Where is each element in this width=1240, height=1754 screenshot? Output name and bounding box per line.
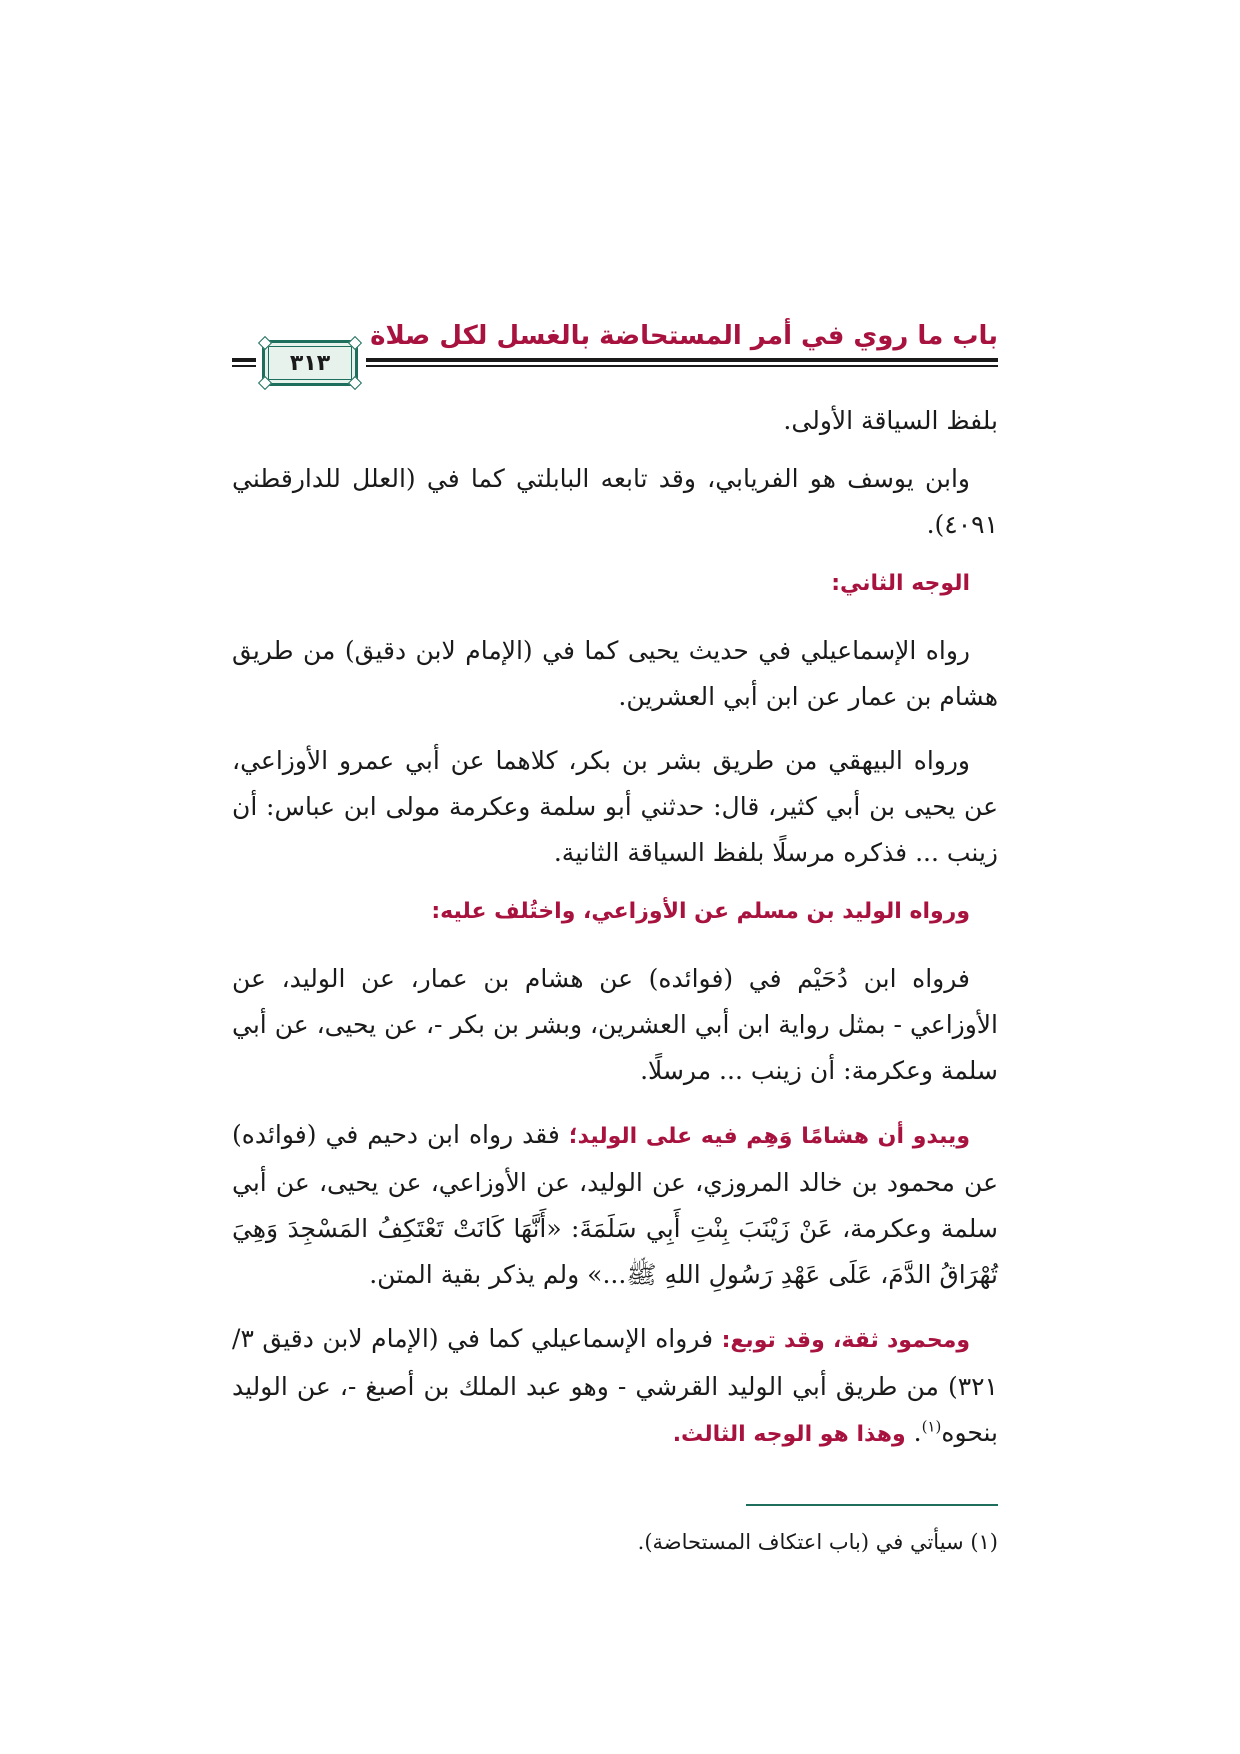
footnote-reference[interactable]: (١) — [921, 1417, 942, 1436]
footnote-marker: (١) — [970, 1530, 998, 1554]
paragraph — [232, 738, 998, 876]
paragraph — [232, 628, 998, 720]
header-rule — [366, 358, 998, 362]
paragraph-text: ورواه البيهقي من طريق بشر بن بكر، كلاهما عن أبي عمرو الأوزاعي، عن يحيى بن أبي كثير، قال: حدثني أبو سلمة وعكرمة مولى ابن عباس: أن زينب ... فذكره مرسلًا بلفظ السياقة الثانية. — [232, 746, 998, 867]
highlighted-phrase: ومحمود ثقة، وقد توبع: — [721, 1328, 971, 1353]
page-header — [232, 318, 998, 398]
section-heading-text: الوجه الثاني: — [831, 571, 970, 596]
header-rule-thin — [366, 365, 998, 367]
page-number-frame — [262, 340, 358, 386]
punctuation: . — [913, 1418, 922, 1447]
running-title: باب ما روي في أمر المستحاضة بالغسل لكل صلاة — [370, 321, 998, 351]
footnote — [232, 1526, 998, 1558]
paragraph-text: رواه الإسماعيلي في حديث يحيى كما في (الإمام لابن دقيق) من طريق هشام بن عمار عن ابن أبي العشرين. — [232, 636, 998, 711]
paragraph-text: فرواه ابن دُحَيْم في (فوائده) عن هشام بن عمار، عن الوليد، عن الأوزاعي - بمثل رواية ابن أبي العشرين، وبشر بن بكر -، عن يحيى، عن أبي سلمة وعكرمة: أن زينب ... مرسلًا. — [232, 964, 998, 1085]
document-page — [232, 318, 998, 1558]
section-heading — [232, 894, 998, 930]
highlighted-phrase: ويبدو أن هشامًا وَهِم فيه على الوليد؛ — [568, 1124, 970, 1149]
paragraph — [232, 456, 998, 548]
footnote-text: سيأتي في (باب اعتكاف المستحاضة). — [637, 1530, 964, 1554]
paragraph-text: فرواه الإسماعيلي كما في (الإمام لابن دقيق ٣/ ٣٢١) من طريق أبي الوليد القرشي - وهو عبد الملك بن أصبغ -، عن الوليد بنحوه — [232, 1324, 998, 1447]
paragraph — [232, 1316, 998, 1458]
paragraph-text: فقد رواه ابن دحيم في (فوائده) عن محمود بن خالد المروزي، عن الوليد، عن الأوزاعي، عن يحيى، عن أبي سلمة وعكرمة، عَنْ زَيْنَبَ بِنْتِ أَبِي سَلَمَةَ: «أَنَّهَا كَانَتْ تَعْتَكِفُ المَسْجِدَ وَهِيَ تُهْرَاقُ الدَّمَ، عَلَى عَهْدِ رَسُولِ اللهِ ﷺ...» ولم يذكر بقية المتن. — [232, 1120, 998, 1289]
header-rule-left-thin — [232, 365, 256, 367]
paragraph-text: وابن يوسف هو الفريابي، وقد تابعه البابلتي كما في (العلل للدارقطني ٤٠٩١). — [232, 464, 998, 539]
ornament-icon — [348, 376, 362, 390]
paragraph — [232, 1112, 998, 1298]
page-number: ٣١٣ — [289, 350, 331, 376]
paragraph — [232, 956, 998, 1094]
section-heading-text: ورواه الوليد بن مسلم عن الأوزاعي، واختُلف عليه: — [431, 899, 970, 924]
ornament-icon — [348, 336, 362, 350]
ornament-icon — [258, 376, 272, 390]
highlighted-phrase: وهذا هو الوجه الثالث. — [672, 1422, 906, 1447]
footnote-separator — [746, 1504, 998, 1506]
section-heading — [232, 566, 998, 602]
header-rule-left — [232, 358, 256, 362]
ornament-icon — [258, 336, 272, 350]
paragraph: بلفظ السياقة الأولى. — [783, 406, 998, 435]
